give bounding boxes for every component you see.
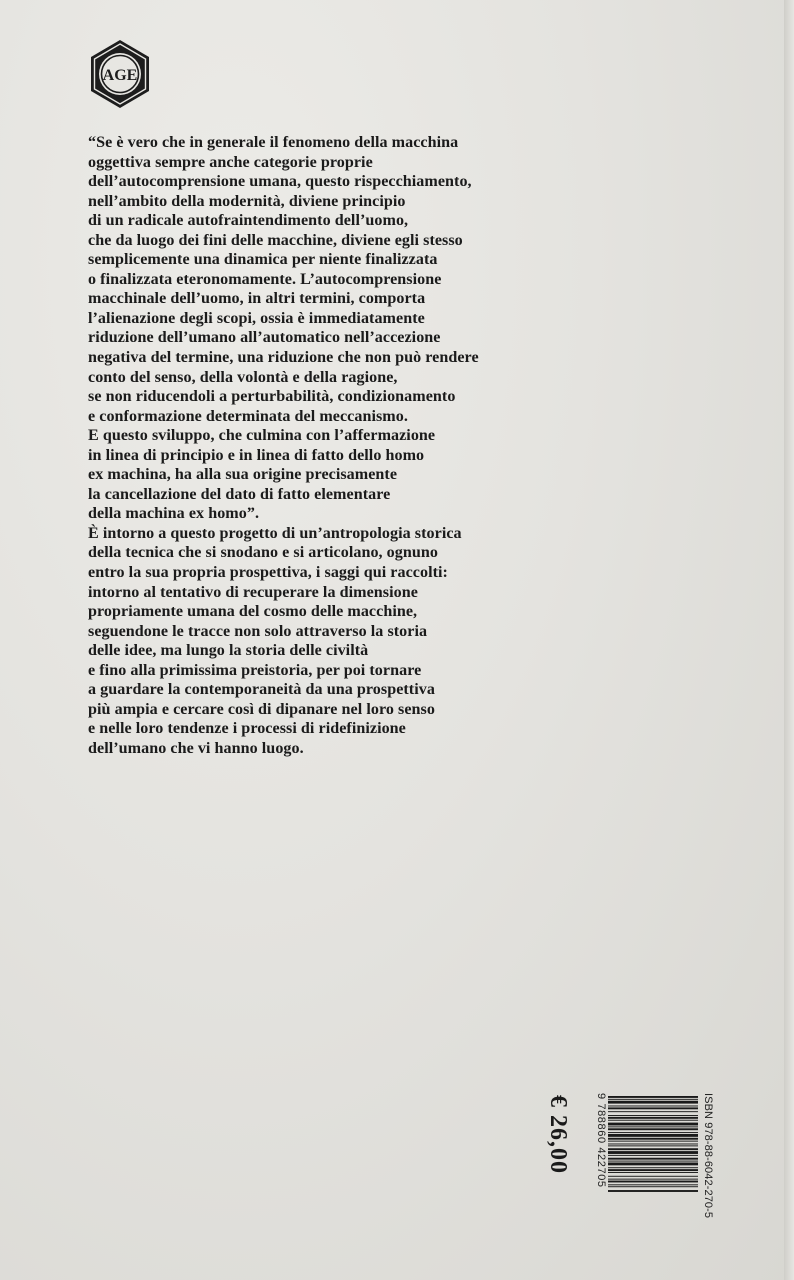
blurb-line: in linea di principio e in linea di fatto dello homo (88, 446, 425, 464)
blurb-line: ex machina, ha alla sua origine precisamente (88, 466, 398, 484)
blurb-line: o finalizzata eteronomamente. L’autocomprensione (88, 270, 442, 288)
blurb-line: delle idee, ma lungo la storia delle civiltà (88, 642, 369, 660)
blurb-line: dell’umano che vi hanno luogo. (88, 739, 304, 757)
blurb-line: propriamente umana del cosmo delle macchine, (88, 603, 418, 621)
blurb-line: più ampia e cercare così di dipanare nel loro senso (88, 700, 435, 718)
cover-edge-shadow (784, 0, 794, 1280)
blurb-line: riduzione dell’umano all’automatico nell’accezione (88, 329, 441, 347)
publisher-logo (84, 38, 156, 110)
blurb-line: e conformazione determinata del meccanismo. (88, 407, 408, 425)
blurb-line: dell’autocomprensione umana, questo rispecchiamento, (88, 173, 472, 191)
blurb-line: della machina ex homo”. (88, 505, 260, 523)
blurb-line: nell’ambito della modernità, diviene principio (88, 192, 406, 210)
isbn-barcode (588, 1093, 714, 1219)
blurb-line: È intorno a questo progetto di un’antropologia storica (88, 524, 462, 542)
blurb-line: della tecnica che si snodano e si articolano, ognuno (88, 544, 438, 562)
blurb-line: che da luogo dei fini delle macchine, diviene egli stesso (88, 231, 463, 249)
blurb-line: macchinale dell’uomo, in altri termini, comporta (88, 290, 426, 308)
blurb-line: negativa del termine, una riduzione che non può rendere (88, 349, 479, 367)
blurb-line: e fino alla primissima preistoria, per poi tornare (88, 661, 422, 679)
publisher-seal-icon (84, 38, 156, 110)
blurb-line: a guardare la contemporaneità da una prospettiva (88, 681, 435, 699)
back-cover-blurb (88, 133, 528, 759)
blurb-line: di un radicale autofraintendimento dell’uomo, (88, 212, 409, 230)
blurb-line: E questo sviluppo, che culmina con l’affermazione (88, 427, 436, 445)
blurb-line: conto del senso, della volontà e della ragione, (88, 368, 398, 386)
blurb-line: intorno al tentativo di recuperare la dimensione (88, 583, 418, 601)
ean-barcode-icon (608, 1093, 698, 1215)
blurb-line: seguendone le tracce non solo attraverso la storia (88, 622, 428, 640)
blurb-line: oggettiva sempre anche categorie proprie (88, 153, 373, 171)
publisher-logo-text: AGE (102, 67, 138, 84)
blurb-line: entro la sua propria prospettiva, i saggi qui raccolti: (88, 564, 448, 582)
blurb-line: l’alienazione degli scopi, ossia è immediatamente (88, 309, 425, 327)
price-label: € 26,00 (545, 1095, 571, 1174)
blurb-line: e nelle loro tendenze i processi di ridefinizione (88, 720, 406, 738)
isbn-label: ISBN 978-88-6042-270-5 (702, 1093, 714, 1219)
blurb-line: la cancellazione del dato di fatto elementare (88, 485, 391, 503)
blurb-line: “Se è vero che in generale il fenomeno della macchina (88, 134, 459, 151)
blurb-line: se non riducendoli a perturbabilità, condizionamento (88, 388, 456, 406)
blurb-line: semplicemente una dinamica per niente finalizzata (88, 251, 438, 269)
barcode-digits: 9 788860 422705 (595, 1093, 607, 1188)
